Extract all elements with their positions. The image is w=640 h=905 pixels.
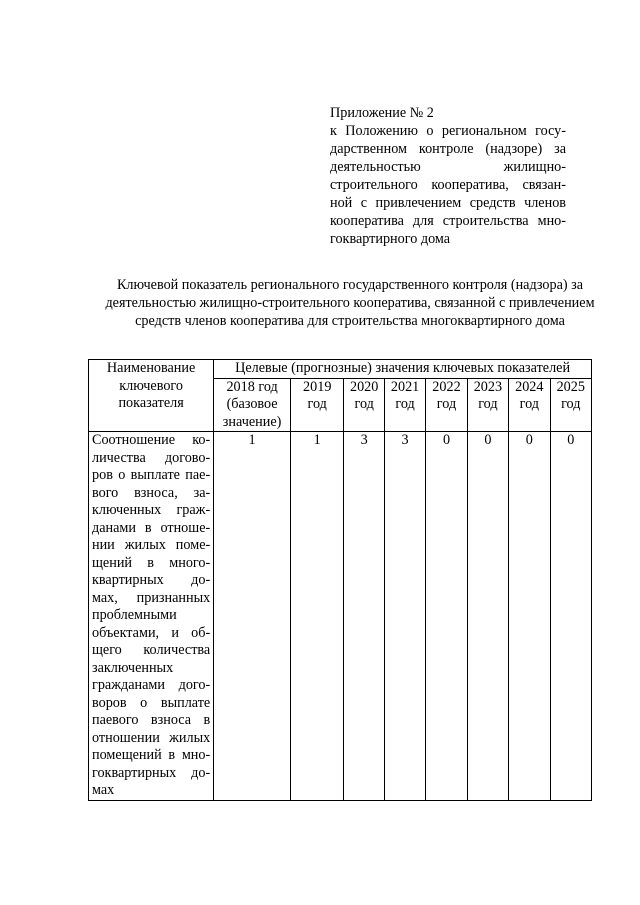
appendix-line: Приложение № 2 — [330, 105, 434, 121]
year-header-cell: 2022 год — [426, 378, 467, 432]
appendix-line: гоквартирного дома — [330, 231, 451, 247]
heading-line: Ключевой показатель регионального государственного контроля (надзора) за — [116, 277, 584, 293]
year-header-cell: 2019 год — [290, 378, 344, 432]
indicator-line: вого взноса, за- — [92, 484, 211, 501]
indicator-line: личества догово- — [92, 449, 211, 466]
year-header-cell: 2024 год — [509, 378, 550, 432]
indicator-line: ключенных граж- — [92, 502, 211, 518]
year-header-cell: 2018 год (базовое значение) — [214, 378, 291, 432]
year-header-cell: 2023 год — [467, 378, 508, 432]
name-header-cell: Наименование ключевого показателя — [89, 360, 214, 432]
appendix-line: строительного кооператива, связан- — [330, 177, 566, 193]
heading-line: средств членов кооператива для строительства многоквартирного дома — [135, 313, 565, 329]
value-cell: 0 — [467, 432, 508, 801]
indicator-line: данами в отноше- — [92, 519, 211, 536]
value-cell: 1 — [214, 432, 291, 801]
year-header-cell: 2021 год — [384, 378, 425, 432]
indicator-name-cell — [89, 432, 214, 801]
value-cell: 3 — [344, 432, 384, 801]
indicator-line: объектами, и об- — [92, 624, 211, 641]
value-cell: 1 — [290, 432, 344, 801]
indicator-line: нии жилых поме- — [92, 537, 211, 553]
indicator-line: гоквартирных до- — [92, 764, 211, 781]
indicator-line: квартирных до- — [92, 572, 211, 588]
appendix-block — [330, 104, 566, 248]
value-cell: 0 — [509, 432, 550, 801]
appendix-line: к Положению о региональном госу- — [330, 123, 566, 139]
indicator-line: помещений в мно- — [92, 747, 211, 763]
indicator-line: мах, признанных — [92, 589, 211, 606]
value-cell: 3 — [384, 432, 425, 801]
indicator-line: отношении жилых — [92, 729, 211, 746]
group-header-cell: Целевые (прогнозные) значения ключевых показателей — [214, 360, 592, 379]
heading-line: деятельностью жилищно-строительного кооператива, связанной с привлечением — [105, 295, 595, 311]
indicators-table — [88, 359, 592, 801]
indicator-line: щего количества — [92, 642, 211, 658]
indicator-line: мах — [92, 782, 115, 798]
indicator-line: щений в много- — [92, 554, 211, 571]
indicator-line: заключенных — [92, 659, 174, 676]
year-header-cell: 2020 год — [344, 378, 384, 432]
indicator-line: Соотношение ко- — [92, 432, 211, 448]
indicator-line: паевого взноса в — [92, 712, 211, 728]
appendix-line: кооператива для строительства мно- — [330, 213, 566, 229]
indicator-line: гражданами дого- — [92, 677, 211, 693]
value-cell: 0 — [426, 432, 467, 801]
year-header-cell: 2025 год — [550, 378, 592, 432]
appendix-line: ной с привлечением средств членов — [330, 195, 566, 211]
table-header-row — [89, 360, 592, 379]
appendix-line: дарственном контроле (надзоре) за — [330, 141, 566, 157]
indicator-line: ров о выплате пае- — [92, 467, 211, 483]
document-heading — [88, 276, 612, 330]
table-row — [89, 432, 592, 801]
appendix-line: деятельностью жилищно- — [330, 159, 566, 175]
indicator-line: воров о выплате — [92, 694, 211, 711]
indicator-line: проблемными — [92, 607, 177, 623]
value-cell: 0 — [550, 432, 592, 801]
